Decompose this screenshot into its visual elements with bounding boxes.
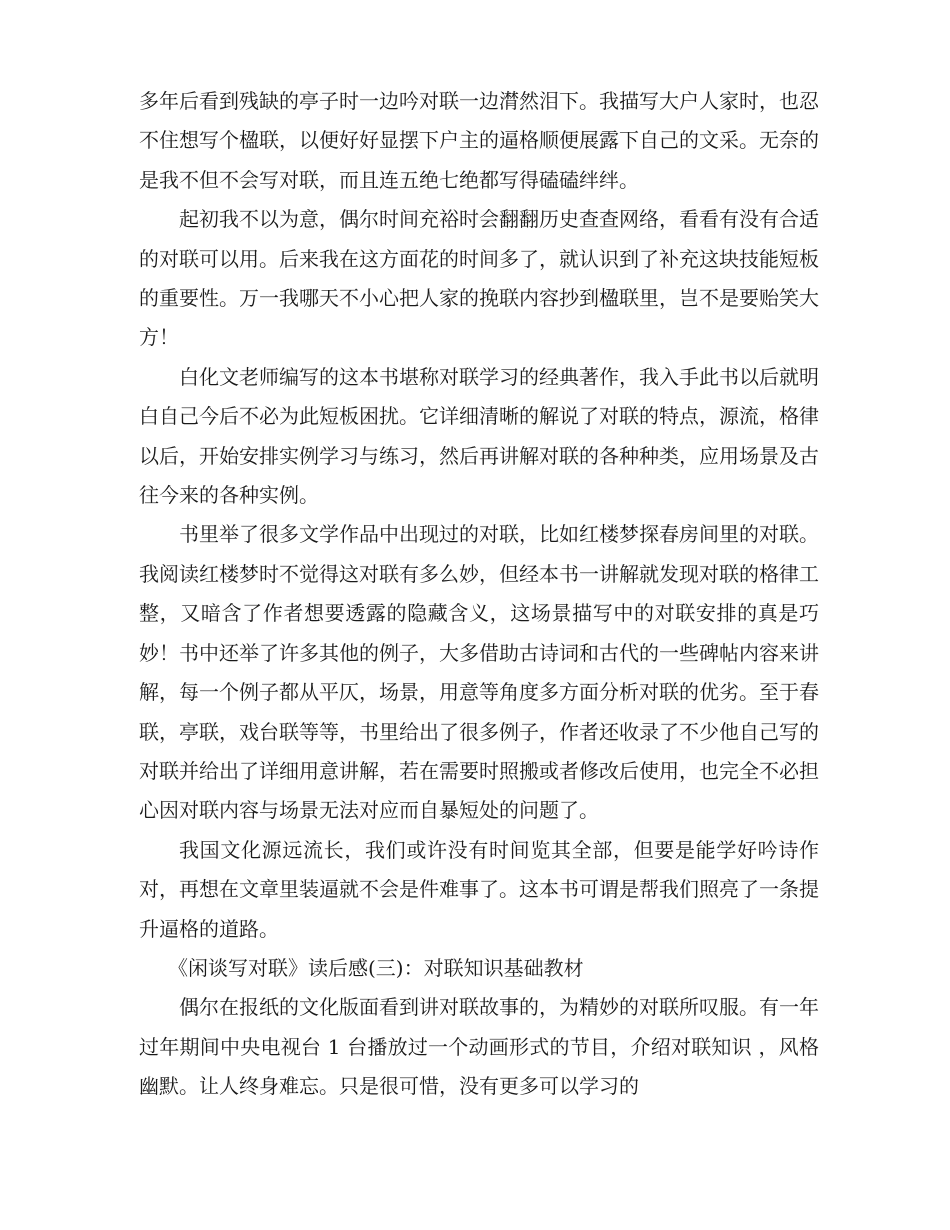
paragraph-3: 白化文老师编写的这本书堪称对联学习的经典著作，我入手此书以后就明白自己今后不必为此短板困扰。它详细清晰的解说了对联的特点，源流，格律以后，开始安排实例学习与练习，然后再讲解对联的各种种类，应用场景及古往今来的各种实例。 [139,364,819,508]
paragraph-1: 多年后看到残缺的亭子时一边吟对联一边潸然泪下。我描写大户人家时，也忍不住想写个楹联，以便好好显摆下户主的逼格顺便展露下自己的文采。无奈的是我不但不会写对联，而且连五绝七绝都写得磕磕绊绊。 [139,89,819,192]
paragraph-4: 书里举了很多文学作品中出现过的对联，比如红楼梦探春房间里的对联。我阅读红楼梦时不觉得这对联有多么妙，但经本书一讲解就发现对联的格律工整，又暗含了作者想要透露的隐藏含义，这场景描写中的对联安排的真是巧妙！书中还举了许多其他的例子，大多借助古诗词和古代的一些碑帖内容来讲解，每一个例子都从平仄，场景，用意等角度多方面分析对联的优劣。至于春联，亭联，戏台联等等，书里给出了很多例子，作者还收录了不少他自己写的对联并给出了详细用意讲解，若在需要时照搬或者修改后使用，也完全不必担心因对联内容与场景无法对应而自暴短处的问题了。 [139,522,819,823]
paragraph-5: 我国文化源远流长，我们或许没有时间览其全部，但要是能学好吟诗作对，再想在文章里装逼就不会是件难事了。这本书可谓是帮我们照亮了一条提升逼格的道路。 [139,837,819,941]
document-body [139,82,819,1107]
paragraph-6: 偶尔在报纸的文化版面看到讲对联故事的，为精妙的对联所叹服。有一年过年期间中央电视台 1 台播放过一个动画形式的节目，介绍对联知识 ，风格幽默。让人终身难忘。只是很可惜，没有更多可以学习的 [139,995,819,1099]
paragraph-2: 起初我不以为意，偶尔时间充裕时会翻翻历史查查网络，看看有没有合适的对联可以用。后来我在这方面花的时间多了，就认识到了补充这块技能短板的重要性。万一我哪天不小心把人家的挽联内容抄到楹联里，岂不是要贻笑大方！ [139,207,819,350]
section-heading: 《闲谈写对联》读后感(三)：对联知识基础教材 [168,955,584,980]
